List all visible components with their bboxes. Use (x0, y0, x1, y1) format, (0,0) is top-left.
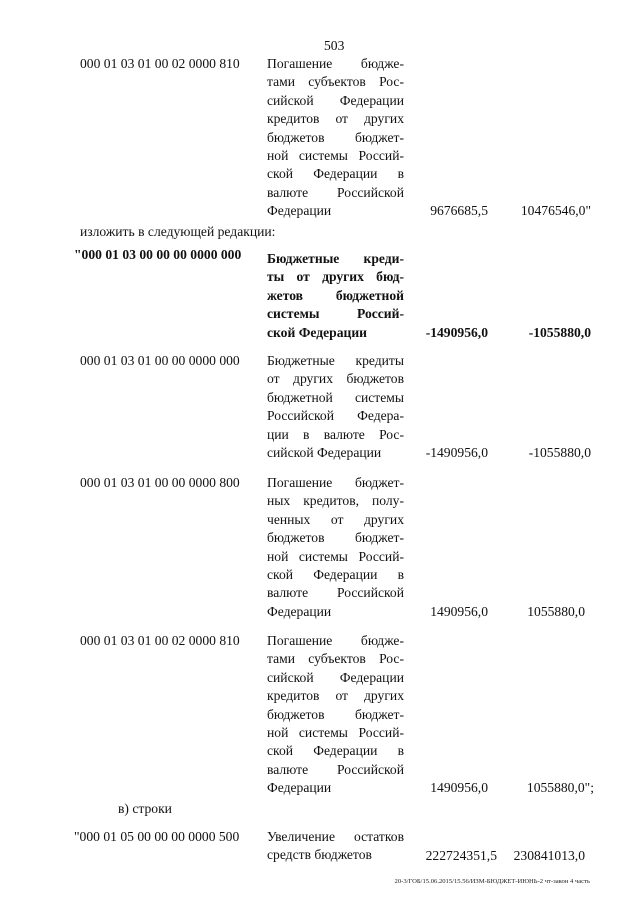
row-description: Погашение бюдже- тами субъектов Рос- сийской Федерации кредитов от других бюджетов бюджет- ной системы Россий- ской Федерации в валюте Российской Федерации (267, 633, 404, 796)
amount-year-2: -1055880,0 (528, 445, 591, 460)
amount-year-2: 10476546,0" (520, 203, 591, 218)
amount-year-1: 9676685,5 (430, 203, 488, 218)
amount-year-2: 230841013,0 (513, 848, 585, 863)
row-description: Погашение бюдже- тами субъектов Рос- сийской Федерации кредитов от других бюджетов бюджет- ной системы Россий- ской Федерации в валюте Российской Федерации (267, 56, 404, 219)
amount-year-2: 1055880,0"; (526, 780, 594, 795)
row-description: Погашение бюджет- ных кредитов, полу- ченных от других бюджетов бюджет- ной системы Россий- ской Федерации в валюте Российской Федерации (267, 475, 404, 619)
budget-code: 000 01 03 01 00 02 0000 810 (80, 56, 240, 71)
amount-year-1: -1490956,0 (425, 445, 488, 460)
budget-code: 000 01 03 01 00 02 0000 810 (80, 633, 240, 648)
budget-code: "000 01 05 00 00 00 0000 500 (74, 829, 240, 844)
row-description: Бюджетные креди- ты от других бюд- жетов бюджетной системы Россий- ской Федерации (267, 251, 404, 340)
row-description: Бюджетные кредиты от других бюджетов бюджетной системы Российской Федера- ции в валюте Рос- сийской Федерации (267, 353, 404, 460)
amount-year-2: -1055880,0 (528, 325, 591, 340)
page-number: 503 (324, 38, 345, 53)
amount-year-1: 1490956,0 (430, 780, 488, 795)
amount-year-1: 222724351,5 (425, 848, 497, 863)
row-description: Увеличение остатков средств бюджетов (267, 829, 404, 863)
amount-year-1: 1490956,0 (430, 604, 488, 619)
budget-code: 000 01 03 01 00 00 0000 800 (80, 475, 240, 490)
section-label: в) строки (118, 801, 172, 816)
amount-year-1: -1490956,0 (425, 325, 488, 340)
budget-code: 000 01 03 01 00 00 0000 000 (80, 353, 240, 368)
instruction-text: изложить в следующей редакции: (80, 224, 276, 239)
budget-code: "000 01 03 00 00 00 0000 000 (74, 247, 242, 262)
footer-doc-id: 20-3/ГОБ/15.06.2015/15.56/ИЗМ-БЮДЖЕТ-ИЮНЬ-2 чт-закон 4 часть (394, 878, 590, 885)
amount-year-2: 1055880,0 (527, 604, 585, 619)
